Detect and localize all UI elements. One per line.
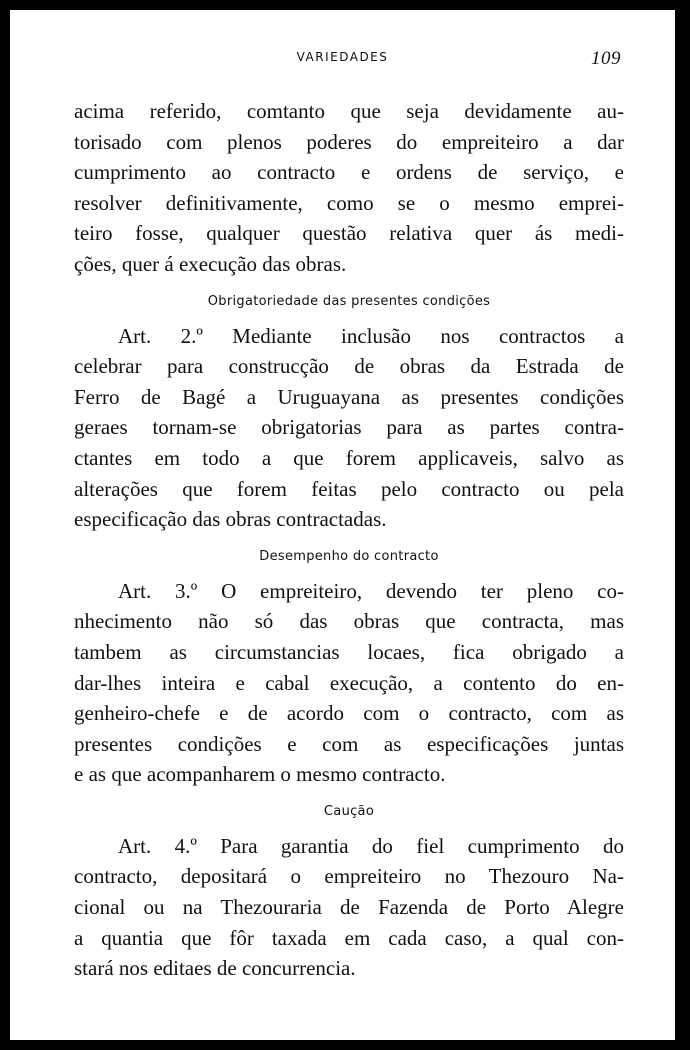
text-line: cional ou na Thezouraria de Fazenda de Porto Alegre [74,895,624,920]
text-line: stará nos editaes de concurrencia. [74,956,356,981]
text-line: geraes tornam-se obrigatorias para as partes contra- [74,415,624,440]
text-line: alterações que forem feitas pelo contracto ou pela [74,476,624,501]
text-line: celebrar para construcção de obras da Estrada de [74,354,624,379]
text-line: teiro fosse, qualquer questão relativa quer ás medi- [74,221,624,246]
section-heading-caucao: Caução [323,803,375,819]
text-line: tambem as circumstancias locaes, fica obrigado a [74,639,624,664]
paragraph-continuation [74,96,624,280]
paragraph-art-2 [74,321,624,535]
book-page [10,10,675,1040]
section-heading-desempenho: Desempenho do contracto [259,548,439,564]
paragraph-art-4 [74,831,624,984]
text-line: resolver definitivamente, como se o mesmo emprei- [74,190,624,215]
page-body [74,96,624,984]
text-line: especificação das obras contractadas. [74,507,387,532]
text-line: a quantia que fôr taxada em cada caso, a qual con- [74,925,624,950]
text-line: torisado com plenos poderes do empreiteiro a dar [74,129,624,154]
text-line: dar-lhes inteira e cabal execução, a contento do en- [74,670,624,695]
text-line: Art. 3.º O empreiteiro, devendo ter pleno co- [118,578,624,603]
text-line: acima referido, comtanto que seja devidamente au- [74,99,624,123]
running-head [70,48,621,74]
text-line: Art. 4.º Para garantia do fiel cumprimento do [118,833,624,858]
page-number: 109 [591,48,621,69]
text-line: presentes condições e com as especificações juntas [74,731,624,756]
text-line: ções, quer á execução das obras. [74,251,347,276]
text-line: contracto, depositará o empreiteiro no Thezouro Na- [74,864,624,889]
text-line: cumprimento ao contracto e ordens de serviço, e [74,160,624,185]
text-line: genheiro-chefe e de acordo com o contracto, com as [74,701,624,726]
section-heading-obrigatoriedade: Obrigatoriedade das presentes condições [207,293,491,309]
text-line: nhecimento não só das obras que contracta, mas [74,609,624,634]
text-line: Art. 2.º Mediante inclusão nos contractos a [118,323,624,348]
running-title: VARIEDADES [296,50,389,64]
text-line: ctantes em todo a que forem applicaveis, salvo as [74,445,624,470]
text-line: Ferro de Bagé a Uruguayana as presentes condições [74,384,624,409]
text-line: e as que acompanharem o mesmo contracto. [74,762,446,787]
paragraph-art-3 [74,576,624,790]
